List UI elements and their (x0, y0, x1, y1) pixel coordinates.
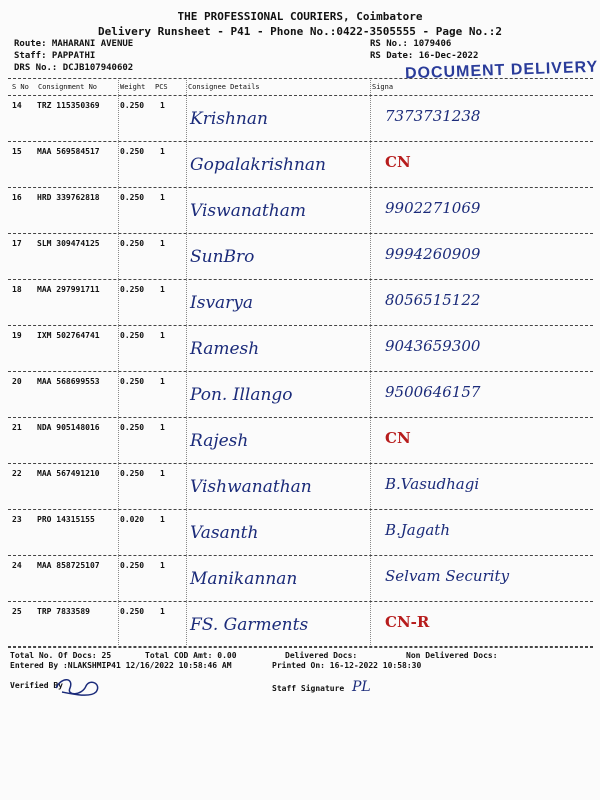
row-pcs: 1 (160, 561, 165, 570)
header-rule (8, 78, 593, 79)
row-consignment-no: MAA 569584517 (37, 147, 100, 156)
col-weight: Weight (120, 83, 146, 91)
row-pcs: 1 (160, 147, 165, 156)
row-pcs: 1 (160, 607, 165, 616)
row-divider (8, 141, 593, 142)
row-signature: 9994260909 (385, 245, 481, 263)
row-pcs: 1 (160, 285, 165, 294)
row-divider (8, 509, 593, 510)
row-divider (8, 187, 593, 188)
column-divider (118, 78, 119, 645)
row-weight: 0.250 (120, 423, 145, 432)
printed-on: Printed On: 16-12-2022 10:58:30 (272, 661, 422, 670)
row-consignee-name: Rajesh (190, 431, 249, 451)
row-signature: CN (385, 429, 411, 447)
company-title: THE PROFESSIONAL COURIERS, Coimbatore (177, 10, 423, 23)
row-pcs: 1 (160, 423, 165, 432)
column-divider (186, 78, 187, 645)
row-divider (8, 601, 593, 602)
row-pcs: 1 (160, 101, 165, 110)
row-consignee-name: Krishnan (190, 109, 268, 129)
row-weight: 0.250 (120, 607, 145, 616)
row-consignee-name: Viswanatham (190, 201, 306, 221)
row-weight: 0.020 (120, 515, 145, 524)
row-divider (8, 233, 593, 234)
total-cod: Total COD Amt: 0.00 (145, 651, 237, 660)
row-consignee-name: FS. Garments (190, 615, 309, 635)
row-divider (8, 371, 593, 372)
row-signature: 9902271069 (385, 199, 481, 217)
footer-rule (8, 646, 593, 647)
row-consignment-no: MAA 567491210 (37, 469, 100, 478)
row-sno: 22 (12, 469, 22, 478)
row-consignee-name: Vasanth (190, 523, 259, 543)
row-weight: 0.250 (120, 101, 145, 110)
non-delivered-docs: Non Delivered Docs: (406, 651, 498, 660)
row-sno: 17 (12, 239, 22, 248)
row-sno: 21 (12, 423, 22, 432)
verified-signature-mark (52, 674, 107, 700)
row-consignee-name: Vishwanathan (190, 477, 312, 497)
row-divider (8, 417, 593, 418)
row-consignment-no: TRP 7833589 (37, 607, 90, 616)
row-pcs: 1 (160, 239, 165, 248)
row-weight: 0.250 (120, 239, 145, 248)
column-divider (370, 78, 371, 645)
delivered-docs: Delivered Docs: (285, 651, 358, 660)
row-signature: 9500646157 (385, 383, 481, 401)
row-consignee-name: SunBro (190, 247, 255, 267)
rs-date: RS Date: 16-Dec-2022 (370, 51, 479, 61)
row-consignment-no: MAA 568699553 (37, 377, 100, 386)
row-divider (8, 279, 593, 280)
row-sno: 23 (12, 515, 22, 524)
entered-by: Entered By :NLAKSHMIP41 12/16/2022 10:58:46 AM (10, 661, 232, 670)
row-sno: 24 (12, 561, 22, 570)
staff-signature-mark: PL (352, 679, 371, 695)
row-divider (8, 647, 593, 648)
row-weight: 0.250 (120, 561, 145, 570)
row-weight: 0.250 (120, 469, 145, 478)
row-consignment-no: MAA 858725107 (37, 561, 100, 570)
row-consignment-no: SLM 309474125 (37, 239, 100, 248)
row-sno: 18 (12, 285, 22, 294)
runsheet-subtitle: Delivery Runsheet - P41 - Phone No.:0422-3505555 - Page No.:2 (98, 25, 502, 38)
header-rule (8, 95, 593, 96)
col-consignee: Consignee Details (188, 83, 260, 91)
row-weight: 0.250 (120, 377, 145, 386)
row-signature: 8056515122 (385, 291, 481, 309)
row-consignee-name: Manikannan (190, 569, 298, 589)
row-pcs: 1 (160, 515, 165, 524)
col-consignment: Consignment No (38, 83, 98, 91)
row-consignment-no: PRO 14315155 (37, 515, 95, 524)
row-signature: Selvam Security (385, 567, 510, 585)
col-signature: Signa (372, 83, 394, 91)
row-signature: 9043659300 (385, 337, 481, 355)
staff-signature-label: Staff Signature (272, 684, 345, 693)
row-sno: 16 (12, 193, 22, 202)
staff-label: Staff: PAPPATHI (14, 51, 96, 61)
row-divider (8, 463, 593, 464)
rs-number: RS No.: 1079406 (370, 39, 452, 49)
row-sno: 14 (12, 101, 22, 110)
row-sno: 20 (12, 377, 22, 386)
row-consignment-no: NDA 905148016 (37, 423, 100, 432)
row-weight: 0.250 (120, 285, 145, 294)
row-consignment-no: HRD 339762818 (37, 193, 100, 202)
row-sno: 19 (12, 331, 22, 340)
row-consignee-name: Ramesh (190, 339, 260, 359)
total-docs: Total No. Of Docs: 25 (10, 651, 112, 660)
row-weight: 0.250 (120, 193, 145, 202)
col-sno: S No (12, 83, 29, 91)
row-sno: 25 (12, 607, 22, 616)
row-weight: 0.250 (120, 331, 145, 340)
document-delivery-stamp: DOCUMENT DELIVERY (404, 58, 599, 83)
row-pcs: 1 (160, 331, 165, 340)
row-divider (8, 325, 593, 326)
row-signature: 7373731238 (385, 107, 481, 125)
row-signature: B.Jagath (385, 521, 450, 539)
row-signature: CN-R (385, 613, 430, 631)
row-consignee-name: Pon. Illango (190, 385, 293, 405)
row-weight: 0.250 (120, 147, 145, 156)
row-signature: B.Vasudhagi (385, 475, 480, 493)
verified-by-label: Verified By (10, 681, 63, 690)
row-consignment-no: IXM 502764741 (37, 331, 100, 340)
row-consignment-no: MAA 297991711 (37, 285, 100, 294)
route-label: Route: MAHARANI AVENUE (14, 39, 134, 49)
row-consignee-name: Gopalakrishnan (190, 155, 326, 175)
row-consignment-no: TRZ 115350369 (37, 101, 100, 110)
col-pcs: PCS (155, 83, 168, 91)
row-pcs: 1 (160, 469, 165, 478)
row-pcs: 1 (160, 193, 165, 202)
row-sno: 15 (12, 147, 22, 156)
drs-label: DRS No.: DCJB107940602 (14, 63, 134, 73)
row-consignee-name: Isvarya (190, 293, 254, 313)
row-pcs: 1 (160, 377, 165, 386)
row-signature: CN (385, 153, 411, 171)
row-divider (8, 555, 593, 556)
